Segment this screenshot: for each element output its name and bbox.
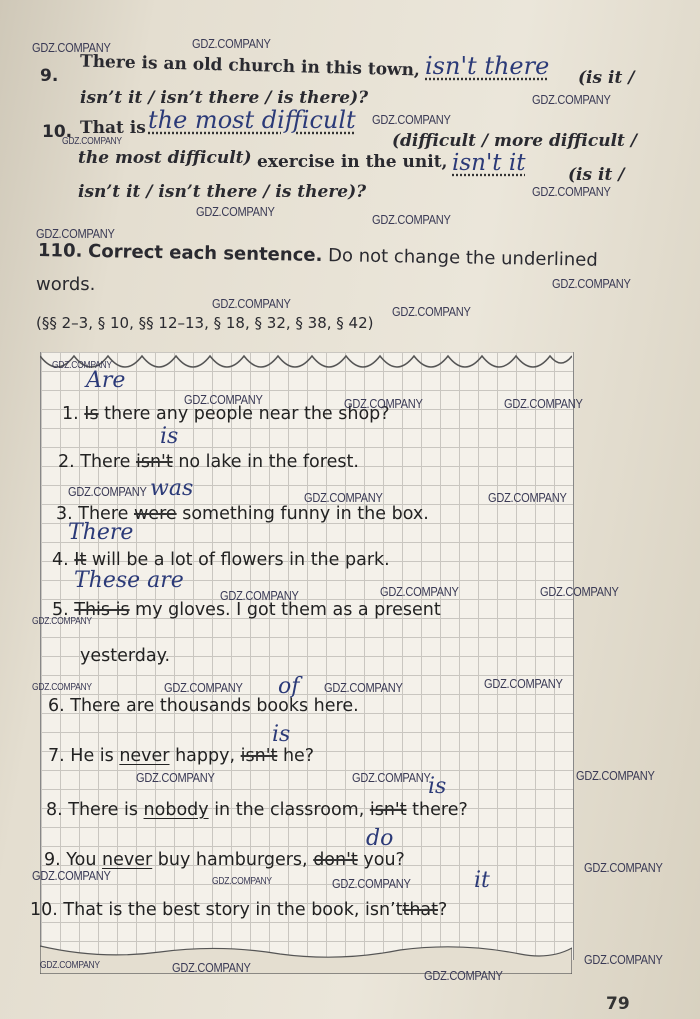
item-10-answer-2: isn't it xyxy=(452,150,526,176)
item-10-answer-1: the most difficult xyxy=(148,106,356,134)
sentence-number: 9. xyxy=(44,850,61,870)
watermark: GDZ.COMPANY xyxy=(332,876,411,891)
underlined-word: nobody xyxy=(143,800,209,820)
hw-correction-8: is xyxy=(428,774,447,799)
hw-correction-9: do xyxy=(366,826,394,851)
page-number: 79 xyxy=(606,994,630,1014)
item-10-options-2-cont: isn’t it / isn’t there / is there)? xyxy=(78,182,367,202)
item-9-options: (is it / xyxy=(578,68,635,88)
item-10-text: That is xyxy=(80,118,146,138)
watermark: GDZ.COMPANY xyxy=(32,868,111,883)
watermark: GDZ.COMPANY xyxy=(212,296,291,311)
sentence-number: 3. xyxy=(56,504,73,524)
sentence-text: books here. xyxy=(256,696,359,716)
sentence-text: there any people near the shop? xyxy=(104,404,390,424)
watermark: GDZ.COMPANY xyxy=(62,136,122,147)
sentence-4 xyxy=(52,550,390,570)
item-10-options-2: (is it / xyxy=(568,165,625,185)
watermark: GDZ.COMPANY xyxy=(184,392,263,407)
watermark: GDZ.COMPANY xyxy=(380,584,459,599)
struck-word: Is xyxy=(84,404,99,424)
sentence-text: no lake in the forest. xyxy=(178,452,359,472)
watermark: GDZ.COMPANY xyxy=(504,396,583,411)
watermark: GDZ.COMPANY xyxy=(372,112,451,127)
watermark: GDZ.COMPANY xyxy=(532,92,611,107)
sentence-number: 1. xyxy=(62,404,79,424)
struck-word: that xyxy=(402,900,439,920)
hw-correction-3: was xyxy=(150,476,194,501)
exercise-instruction: Do not change the underlined xyxy=(327,245,598,271)
grammar-references: (§§ 2–3, § 10, §§ 12–13, § 18, § 32, § 38, § 42) xyxy=(36,314,374,332)
watermark: GDZ.COMPANY xyxy=(344,396,423,411)
watermark: GDZ.COMPANY xyxy=(484,676,563,691)
sentence-text: he? xyxy=(282,746,315,766)
hw-correction-1: Are xyxy=(86,368,126,393)
exercise-number: 110. xyxy=(37,240,83,262)
sentence-2 xyxy=(58,452,359,472)
item-9-text: There is an old church in this town, xyxy=(79,51,421,81)
sentence-1 xyxy=(62,404,390,424)
watermark: GDZ.COMPANY xyxy=(196,204,275,219)
sentence-text: You xyxy=(66,850,97,870)
hw-correction-4: There xyxy=(68,520,134,545)
watermark: GDZ.COMPANY xyxy=(576,768,655,783)
hw-correction-10: it xyxy=(474,868,490,893)
sentence-text: There are thousands xyxy=(70,696,251,716)
sentence-number: 7. xyxy=(48,746,65,766)
watermark: GDZ.COMPANY xyxy=(52,360,112,371)
sentence-number: 6. xyxy=(48,696,65,716)
watermark: GDZ.COMPANY xyxy=(164,680,243,695)
item-9-options-cont: isn’t it / isn’t there / is there)? xyxy=(80,88,369,108)
item-9-number: 9. xyxy=(40,66,59,86)
watermark: GDZ.COMPANY xyxy=(212,876,272,887)
struck-word: isn't xyxy=(240,746,278,766)
watermark: GDZ.COMPANY xyxy=(424,968,503,983)
exercise-instruction-cont: words. xyxy=(36,274,96,295)
exercise-heading xyxy=(38,240,598,271)
watermark: GDZ.COMPANY xyxy=(488,490,567,505)
hw-correction-6: of xyxy=(278,674,300,699)
watermark: GDZ.COMPANY xyxy=(584,860,663,875)
sentence-9 xyxy=(44,850,405,870)
sentence-7 xyxy=(48,746,314,766)
sentence-number: 5. xyxy=(52,600,69,620)
struck-word: isn't xyxy=(135,452,173,472)
sentence-number: 2. xyxy=(58,452,75,472)
sentence-number: 4. xyxy=(52,550,69,570)
watermark: GDZ.COMPANY xyxy=(192,36,271,51)
hw-correction-2: is xyxy=(160,424,179,449)
watermark: GDZ.COMPANY xyxy=(172,960,251,975)
sentence-number: 8. xyxy=(46,800,63,820)
sentence-5-cont: yesterday. xyxy=(80,646,171,666)
sentence-text: happy, xyxy=(175,746,236,766)
item-9-answer: isn't there xyxy=(425,52,550,80)
struck-word: were xyxy=(133,504,177,524)
sentence-text: buy hamburgers, xyxy=(157,850,308,870)
watermark: GDZ.COMPANY xyxy=(40,960,100,971)
sentence-text: there? xyxy=(412,800,468,820)
hw-correction-7: is xyxy=(272,722,291,747)
sentence-10 xyxy=(30,900,447,920)
struck-word: don't xyxy=(313,850,358,870)
exercise-title: Correct each sentence. xyxy=(87,240,323,266)
watermark: GDZ.COMPANY xyxy=(324,680,403,695)
item-10-line2-b: exercise in the unit, xyxy=(257,152,448,172)
sentence-text: my gloves. I got them as a present xyxy=(135,600,441,620)
item-10-line2: the most difficult) xyxy=(78,148,252,168)
watermark: GDZ.COMPANY xyxy=(304,490,383,505)
watermark: GDZ.COMPANY xyxy=(32,40,111,55)
watermark: GDZ.COMPANY xyxy=(372,212,451,227)
watermark: GDZ.COMPANY xyxy=(36,226,115,241)
sentence-5 xyxy=(52,600,441,620)
sentence-text: ? xyxy=(438,900,448,920)
watermark: GDZ.COMPANY xyxy=(136,770,215,785)
watermark: GDZ.COMPANY xyxy=(540,584,619,599)
watermark: GDZ.COMPANY xyxy=(352,770,431,785)
sentence-text: There is xyxy=(68,800,138,820)
item-10-options: (difficult / more difficult / xyxy=(392,131,638,151)
watermark: GDZ.COMPANY xyxy=(32,682,92,693)
sentence-text: There xyxy=(80,452,131,472)
sentence-6 xyxy=(48,696,359,716)
struck-word: isn't xyxy=(369,800,407,820)
underlined-word: never xyxy=(102,850,153,870)
sentence-text: in the classroom, xyxy=(214,800,365,820)
item-10-number: 10. xyxy=(42,122,73,142)
struck-word: This is xyxy=(74,600,130,620)
sentence-8 xyxy=(46,800,468,820)
sentence-text: something funny in the box. xyxy=(182,504,429,524)
watermark: GDZ.COMPANY xyxy=(584,952,663,967)
sentence-text: That is the best story in the book, isn’t xyxy=(63,900,403,920)
sentence-number: 10. xyxy=(30,900,58,920)
watermark: GDZ.COMPANY xyxy=(32,616,92,627)
watermark: GDZ.COMPANY xyxy=(392,304,471,319)
watermark: GDZ.COMPANY xyxy=(532,184,611,199)
sentence-text: There xyxy=(78,504,129,524)
struck-word: It xyxy=(74,550,87,570)
watermark: GDZ.COMPANY xyxy=(552,276,631,291)
sentence-text: you? xyxy=(363,850,405,870)
watermark: GDZ.COMPANY xyxy=(68,484,147,499)
watermark: GDZ.COMPANY xyxy=(220,588,299,603)
sentence-text: will be a lot of flowers in the park. xyxy=(91,550,390,570)
sentence-text: He is xyxy=(70,746,114,766)
hw-correction-5: These are xyxy=(74,568,184,593)
underlined-word: never xyxy=(119,746,170,766)
